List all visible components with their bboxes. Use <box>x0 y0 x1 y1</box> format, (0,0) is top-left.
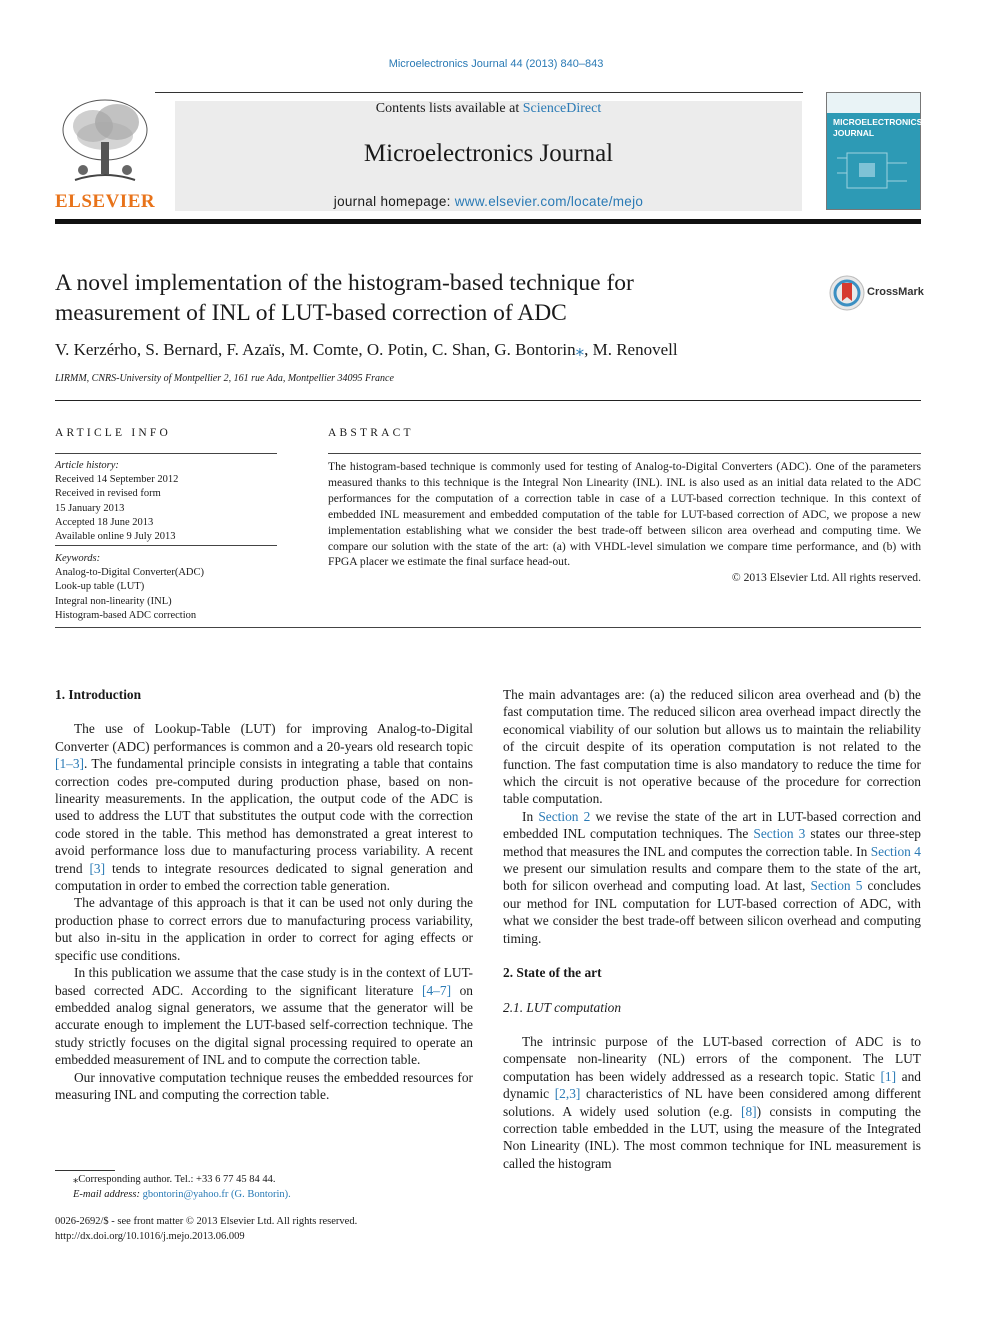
text-run: we present our simulation results and compare them to the state of the art, both for silicon overhead and computing load. At last, <box>503 861 921 894</box>
text-run: tends to integrate resources dedicated to signal generation and computation in order to embed the correction table generation. <box>55 860 473 894</box>
issn-line: 0026-2692/$ - see front matter © 2013 Elsevier Ltd. All rights reserved. <box>55 1216 358 1227</box>
authors-last: , M. Renovell <box>584 340 678 359</box>
keywords-label: Keywords: <box>55 553 101 564</box>
history-item: Received 14 September 2012 <box>55 474 179 486</box>
keyword-item: Look-up table (LUT) <box>55 581 145 593</box>
footnote-rule <box>55 1170 115 1171</box>
email-label: E-mail address: <box>73 1188 143 1200</box>
history-rule <box>55 545 277 546</box>
crossmark-label: CrossMark <box>867 286 924 298</box>
intro-paragraph-3 <box>55 964 473 1068</box>
text-run: The intrinsic purpose of the LUT-based correction of ADC is to compensate non-linearity (NL) errors of the component. The LUT computation has been widely addressed as a research topic. Static <box>503 1033 921 1084</box>
spacer <box>503 947 921 964</box>
lut-paragraph-1 <box>503 1033 921 1172</box>
history-label: Article history: <box>55 460 119 471</box>
history-item: 15 January 2013 <box>55 502 125 514</box>
title-line-1: A novel implementation of the histogram-based technique for <box>55 270 634 296</box>
citation-ref[interactable]: [4–7] <box>422 982 452 998</box>
text-run: In <box>522 808 539 824</box>
elsevier-tree-icon <box>55 92 155 187</box>
contents-line <box>175 101 802 117</box>
elsevier-logo <box>55 92 155 212</box>
history-item: Received in revised form <box>55 488 161 500</box>
homepage-link[interactable]: www.elsevier.com/locate/mejo <box>454 194 644 209</box>
journal-cover <box>826 92 921 210</box>
contents-prefix: Contents lists available at <box>375 101 523 116</box>
keyword-item: Integral non-linearity (INL) <box>55 595 172 607</box>
keyword-item: Analog-to-Digital Converter(ADC) <box>55 567 205 579</box>
article-info-rule <box>55 453 277 454</box>
front-matter-rule <box>55 627 921 628</box>
footnote <box>55 1173 473 1202</box>
text-run: concludes our method for INL computation for LUT-based correction of ADC, with what we consider the best trade-off between silicon overhead and computing timing. <box>503 878 922 946</box>
intro-paragraph-6 <box>503 808 921 947</box>
authors-main: V. Kerzérho, S. Bernard, F. Azaïs, M. Comte, O. Potin, C. Shan, G. Bontorin <box>55 340 576 359</box>
history-item: Available online 9 July 2013 <box>55 531 176 543</box>
citation-ref[interactable]: [8] <box>741 1103 757 1119</box>
citation-ref[interactable]: [1] <box>880 1068 897 1084</box>
header-top-rule <box>55 92 803 93</box>
affiliation: LIRMM, CNRS-University of Montpellier 2, 161 rue Ada, Montpellier 34095 France <box>55 373 394 384</box>
section-2-link[interactable]: Section 2 <box>538 808 591 824</box>
keyword-item: Histogram-based ADC correction <box>55 609 197 621</box>
citation-ref[interactable]: [3] <box>89 860 106 876</box>
text-run: . The fundamental principle consists in integrating a table that contains correction codes pre-computed during production phase, based on non-linearity measurements. In the application, the output code of the ADC is used to address the LUT that substitutes the output code with the correction code stored in the table. This method has demonstrated a great interest to avoid performance loss due to manufacturing process variability. A recent trend <box>55 756 473 876</box>
text-run: on embedded analog signal generators, we assume that the generator will be accurate enough to implement the LUT-based self-correction technique. The study strictly focuses on the digital signal processing required to operate an embedded measurement of INL and to compute the correction table. <box>55 982 473 1068</box>
journal-homepage <box>175 194 802 209</box>
cover-title: MICROELECTRONICS JOURNAL <box>833 117 923 138</box>
text-run: and dynamic <box>503 1068 921 1102</box>
text-run: The use of Lookup-Table (LUT) for improving Analog-to-Digital Converter (ADC) performances is common and a 20-years old research topic <box>55 721 473 754</box>
doi-link[interactable]: http://dx.doi.org/10.1016/j.mejo.2013.06.009 <box>55 1230 245 1242</box>
text-run: characteristics of NL have been considered among different solutions. A widely used solution (e.g. <box>503 1086 921 1119</box>
abstract-body <box>328 459 921 586</box>
corresponding-author-note: ⁎Corresponding author. Tel.: +33 6 77 45 84 44. <box>73 1174 276 1185</box>
citation-ref[interactable]: [1–3] <box>55 756 85 772</box>
keywords <box>55 552 277 623</box>
text-run: we revise the state of the art in LUT-based correction and embedded INL computation techniques. The <box>503 808 922 842</box>
citation-ref[interactable]: [2,3] <box>554 1086 581 1102</box>
title-line-2: measurement of INL of LUT-based correction of ADC <box>55 300 567 326</box>
author-list <box>55 340 921 360</box>
intro-paragraph-1 <box>55 720 473 894</box>
text-run: states our three-step method that measures the INL and computes the correction table. In <box>503 826 921 859</box>
text-run: ) consists in computing the correction table embedded in the LUT, using the measure of the Integrated Non Linearity (INL). The most common technique for INL measurement is called the histogram <box>503 1103 921 1171</box>
article-history <box>55 459 277 544</box>
abstract-rule <box>328 453 921 454</box>
email-link[interactable]: gbontorin@yahoo.fr (G. Bontorin). <box>142 1188 291 1200</box>
text-run: In this publication we assume that the case study is in the context of LUT-based corrected ADC. According to the significant literature <box>55 965 473 998</box>
cover-top-strip <box>827 93 920 113</box>
article-info-label: ARTICLE INFO <box>55 427 171 439</box>
title-rule <box>55 400 921 401</box>
section-3-link[interactable]: Section 3 <box>753 826 806 842</box>
crossmark-icon <box>829 275 865 311</box>
journal-citation[interactable]: Microelectronics Journal 44 (2013) 840–843 <box>388 58 604 70</box>
article-title <box>55 268 775 328</box>
crossmark-badge[interactable] <box>829 275 924 311</box>
intro-paragraph-5: The main advantages are: (a) the reduced silicon area overhead and (b) the fast computation time. The reduced silicon area overhead impact directly the economical viability of our solution but allows us to maintain the reliability of the circuit despite of its operation computation is not related to the function. The fast computation time is also mandatory to reduce the time for which the circuit is not operative because of the procedure for correction table computation. <box>503 687 921 807</box>
section-1-heading: 1. Introduction <box>55 687 142 702</box>
homepage-label: journal homepage: <box>333 194 455 209</box>
email-line <box>55 1188 473 1203</box>
right-column <box>503 686 921 1172</box>
section-2-heading: 2. State of the art <box>503 965 602 981</box>
sciencedirect-link[interactable]: ScienceDirect <box>522 101 602 116</box>
left-column <box>55 686 473 1103</box>
journal-name: Microelectronics Journal <box>363 140 614 167</box>
history-item: Accepted 18 June 2013 <box>55 516 154 528</box>
abstract-label: ABSTRACT <box>328 427 414 439</box>
section-2-1-heading: 2.1. LUT computation <box>503 999 622 1015</box>
abstract-text: The histogram-based technique is commonly used for testing of Analog-to-Digital Converters (ADC). One of the parameters measured thanks to this technique is the Integral Non Linearity (INL). INL is also used as an initial data related to the ADC performances for the computation of a correction table in case of a LUT-based correction technique. In this context of embedded INL measurement and embedded computation of the table for LUT-based correction of ADC, we propose a new implementation establishing what we consider the best trade-off between silicon area overhead and computing time. We compare our solution with the state of the art: (a) with VHDL-level simulation we compare time performance, and (b) with FPGA placer we estimate the final surface head-out. <box>328 460 921 569</box>
intro-paragraph-4: Our innovative computation technique reuses the embedded resources for measuring INL and computing the correction table. <box>55 1069 473 1102</box>
abstract-copyright: © 2013 Elsevier Ltd. All rights reserved. <box>731 571 921 585</box>
section-5-link[interactable]: Section 5 <box>810 878 863 894</box>
circuit-icon <box>837 143 912 203</box>
header-thick-rule <box>55 219 921 224</box>
section-4-link[interactable]: Section 4 <box>870 843 921 859</box>
intro-paragraph-2: The advantage of this approach is that it can be used not only during the production phase to correct errors due to manufacturing process variability, but also in-situ in the application in order to correct for aging effects or specific use conditions. <box>55 895 473 963</box>
elsevier-wordmark: ELSEVIER <box>55 191 156 212</box>
corresponding-author-mark[interactable]: ⁎ <box>575 340 585 359</box>
issn-block <box>55 1215 555 1244</box>
